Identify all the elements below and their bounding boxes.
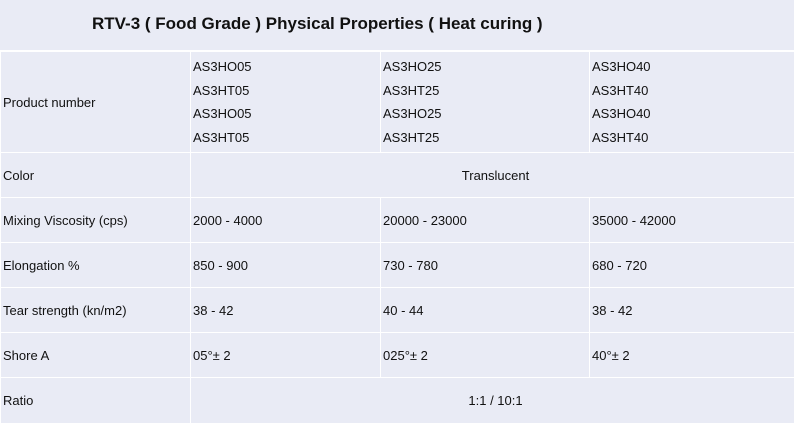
table-cell: 680 - 720 [590, 243, 794, 288]
color-value: Translucent [191, 153, 794, 198]
table-row-tear-strength [1, 288, 794, 333]
product-code: AS3HT25 [383, 79, 589, 103]
table-cell: 850 - 900 [191, 243, 381, 288]
product-number-cell [381, 52, 590, 153]
product-code: AS3HO05 [193, 55, 380, 79]
table-row-shore-a [1, 333, 794, 378]
product-code: AS3HO40 [592, 55, 794, 79]
product-code: AS3HT25 [383, 126, 589, 150]
product-code: AS3HO05 [193, 102, 380, 126]
table-row-elongation [1, 243, 794, 288]
ratio-value: 1:1 / 10:1 [191, 378, 794, 424]
table-cell: 730 - 780 [381, 243, 590, 288]
title-bar [0, 0, 794, 51]
row-label: Tear strength (kn/m2) [1, 288, 191, 333]
row-label: Mixing Viscosity (cps) [1, 198, 191, 243]
product-code: AS3HT05 [193, 126, 380, 150]
row-label: Color [1, 153, 191, 198]
row-label: Elongation % [1, 243, 191, 288]
table-row-product-number [1, 52, 794, 153]
product-code: AS3HO25 [383, 55, 589, 79]
page-title: RTV-3 ( Food Grade ) Physical Properties ( Heat curing ) [92, 14, 543, 34]
table-cell: 35000 - 42000 [590, 198, 794, 243]
product-code: AS3HT40 [592, 79, 794, 103]
table-cell: 40°± 2 [590, 333, 794, 378]
table-cell: 38 - 42 [191, 288, 381, 333]
table-cell: 025°± 2 [381, 333, 590, 378]
table-cell: 38 - 42 [590, 288, 794, 333]
table-row-color [1, 153, 794, 198]
table-cell: 20000 - 23000 [381, 198, 590, 243]
product-number-cell [191, 52, 381, 153]
product-number-cell [590, 52, 794, 153]
table-row-ratio [1, 378, 794, 424]
properties-table [0, 51, 794, 424]
product-code: AS3HT05 [193, 79, 380, 103]
product-code: AS3HT40 [592, 126, 794, 150]
row-label: Ratio [1, 378, 191, 424]
product-code: AS3HO25 [383, 102, 589, 126]
table-cell: 40 - 44 [381, 288, 590, 333]
row-label: Product number [1, 52, 191, 153]
table-cell: 2000 - 4000 [191, 198, 381, 243]
product-code: AS3HO40 [592, 102, 794, 126]
table-cell: 05°± 2 [191, 333, 381, 378]
table-row-mixing-viscosity [1, 198, 794, 243]
row-label: Shore A [1, 333, 191, 378]
